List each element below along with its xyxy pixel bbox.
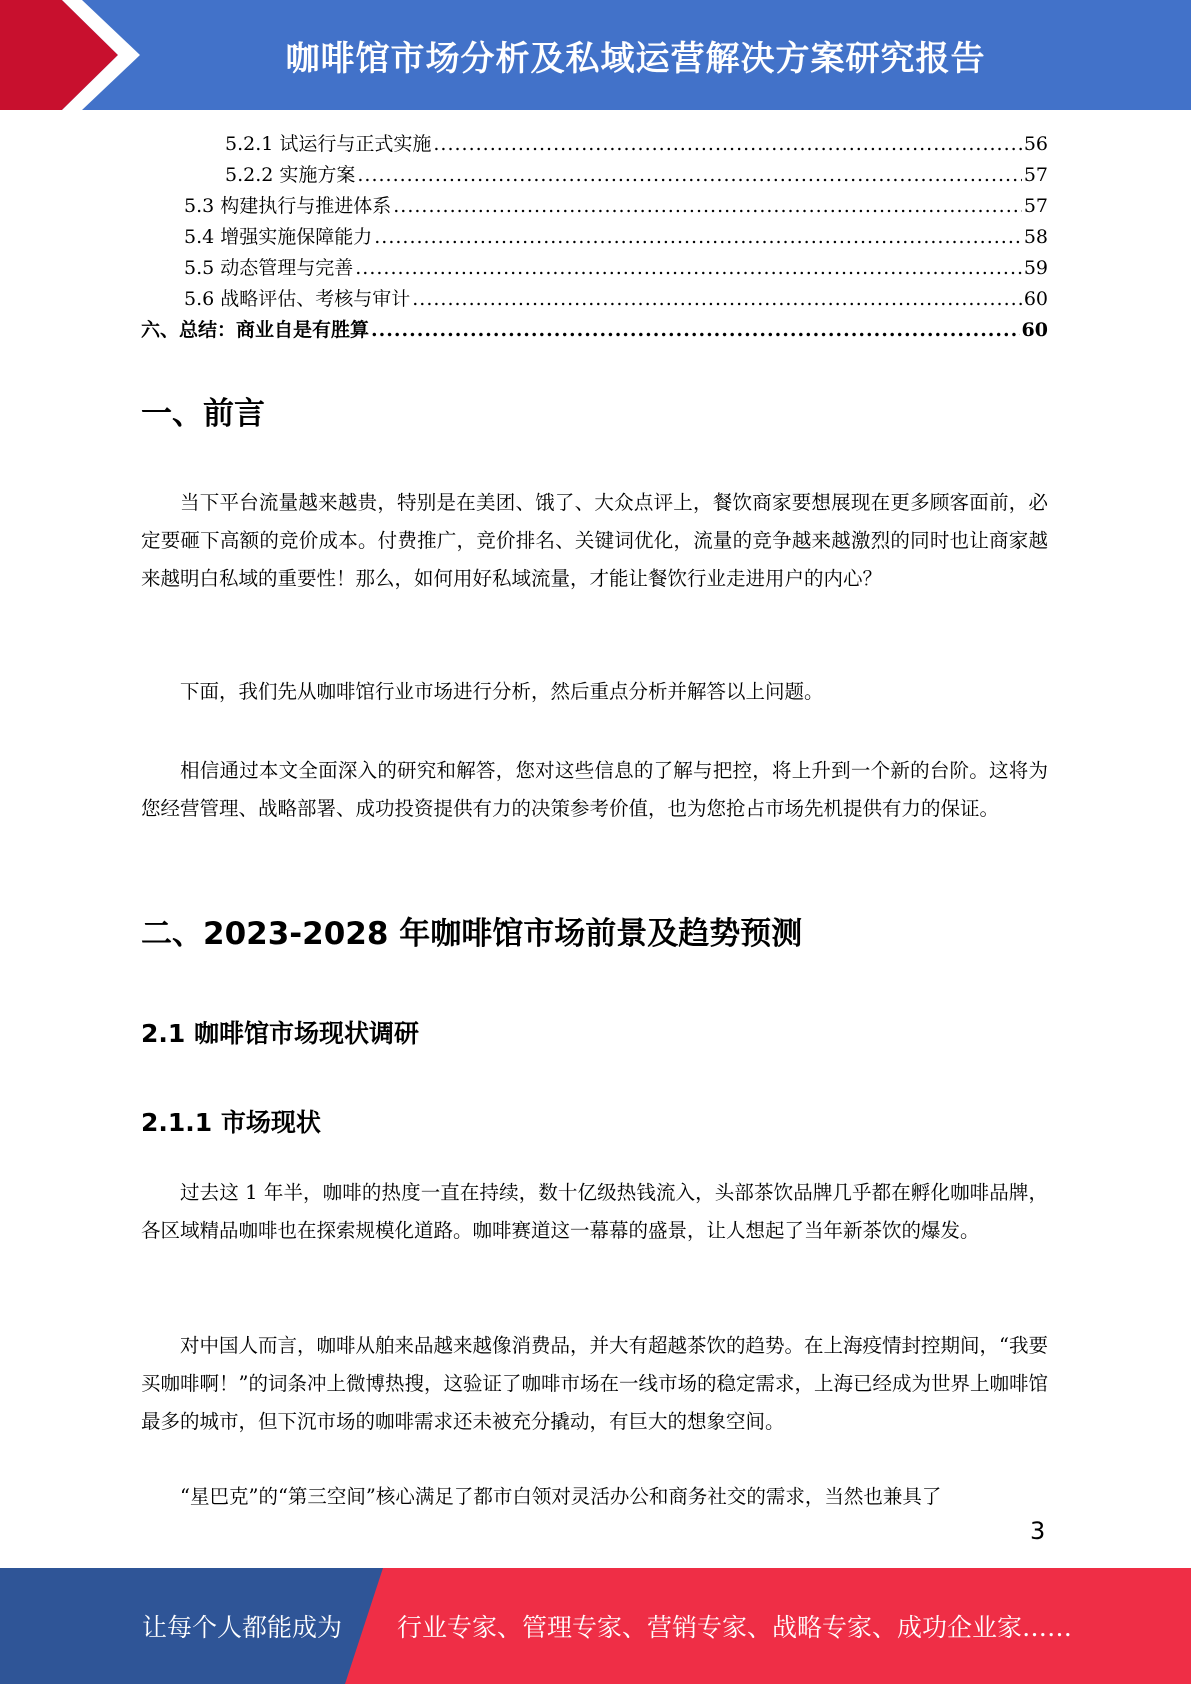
toc-entry-label: 5.4 增强实施保障能力 [184,226,373,248]
toc-entry-page: 58 [1023,226,1048,248]
toc-entry[interactable] [141,129,1048,160]
toc-leader-dots [412,288,1022,310]
subsection-heading: 2.1.1 市场现状 [141,1108,321,1137]
toc-entry[interactable] [141,284,1048,315]
body-paragraph: 当下平台流量越来越贵，特别是在美团、饿了、大众点评上，餐饮商家要想展现在更多顾客面前，必定要砸下高额的竞价成本。付费推广，竞价排名、关键词优化，流量的竞争越来越激烈的同时也让商家越来越明白私域的重要性！那么，如何用好私域流量，才能让餐饮行业走进用户的内心？ [141,491,1048,590]
toc-entry-page: 59 [1023,257,1048,279]
toc-leader-dots [355,257,1022,279]
toc-leader-dots [393,195,1022,217]
toc-leader-dots [374,226,1022,248]
footer-slogan-left: 让每个人都能成为 [142,1613,343,1642]
toc-entry-page: 60 [1021,319,1048,341]
toc-leader-dots [371,319,1020,341]
page-number: 3 [1030,1517,1046,1545]
toc-entry-page: 56 [1023,133,1048,155]
toc-entry[interactable] [141,253,1048,284]
toc-entry-label: 5.2.2 实施方案 [225,164,356,186]
body-paragraph: 下面，我们先从咖啡馆行业市场进行分析，然后重点分析并解答以上问题。 [180,680,824,703]
body-paragraph: 过去这 1 年半，咖啡的热度一直在持续，数十亿级热钱流入，头部茶饮品牌几乎都在孵化咖啡品牌，各区域精品咖啡也在探索规模化道路。咖啡赛道这一幕幕的盛景，让人想起了当年新茶饮的爆发。 [141,1181,1048,1242]
page-header [0,0,1191,110]
toc-entry-label: 六、总结：商业自是有胜算 [141,319,370,341]
report-title: 咖啡馆市场分析及私域运营解决方案研究报告 [285,38,986,79]
toc-leader-dots [433,133,1021,155]
toc-entry[interactable] [141,315,1048,346]
body-paragraph: 对中国人而言，咖啡从舶来品越来越像消费品，并大有超越茶饮的趋势。在上海疫情封控期间，“我要买咖啡啊！”的词条冲上微博热搜，这验证了咖啡市场在一线市场的稳定需求，上海已经成为世界上咖啡馆最多的城市，但下沉市场的咖啡需求还未被充分撬动，有巨大的想象空间。 [141,1334,1048,1433]
toc-leader-dots [357,164,1021,186]
section-heading-preface: 一、前言 [141,396,265,432]
page-footer [0,1568,1191,1684]
body-paragraph: “星巴克”的“第三空间”核心满足了都市白领对灵活办公和商务社交的需求，当然也兼具了 [180,1485,942,1508]
toc-entry[interactable] [141,160,1048,191]
toc-entry[interactable] [141,191,1048,222]
body-paragraph: 相信通过本文全面深入的研究和解答，您对这些信息的了解与把控，将上升到一个新的台阶。这将为您经营管理、战略部署、成功投资提供有力的决策参考价值，也为您抢占市场先机提供有力的保证。 [141,759,1048,820]
toc-entry-page: 57 [1023,164,1048,186]
toc-entry[interactable] [141,222,1048,253]
section-heading-forecast: 二、2023-2028 年咖啡馆市场前景及趋势预测 [141,916,803,952]
toc-entry-page: 60 [1023,288,1048,310]
toc-entry-label: 5.6 战略评估、考核与审计 [184,288,411,310]
toc-entry-label: 5.2.1 试运行与正式实施 [225,133,432,155]
table-of-contents [141,129,1048,346]
subsection-heading: 2.1 咖啡馆市场现状调研 [141,1019,419,1048]
toc-entry-page: 57 [1023,195,1048,217]
footer-slogan-right: 行业专家、管理专家、营销专家、战略专家、成功企业家…… [397,1613,1073,1642]
red-chevron-icon [0,0,160,110]
toc-entry-label: 5.3 构建执行与推进体系 [184,195,392,217]
toc-entry-label: 5.5 动态管理与完善 [184,257,354,279]
